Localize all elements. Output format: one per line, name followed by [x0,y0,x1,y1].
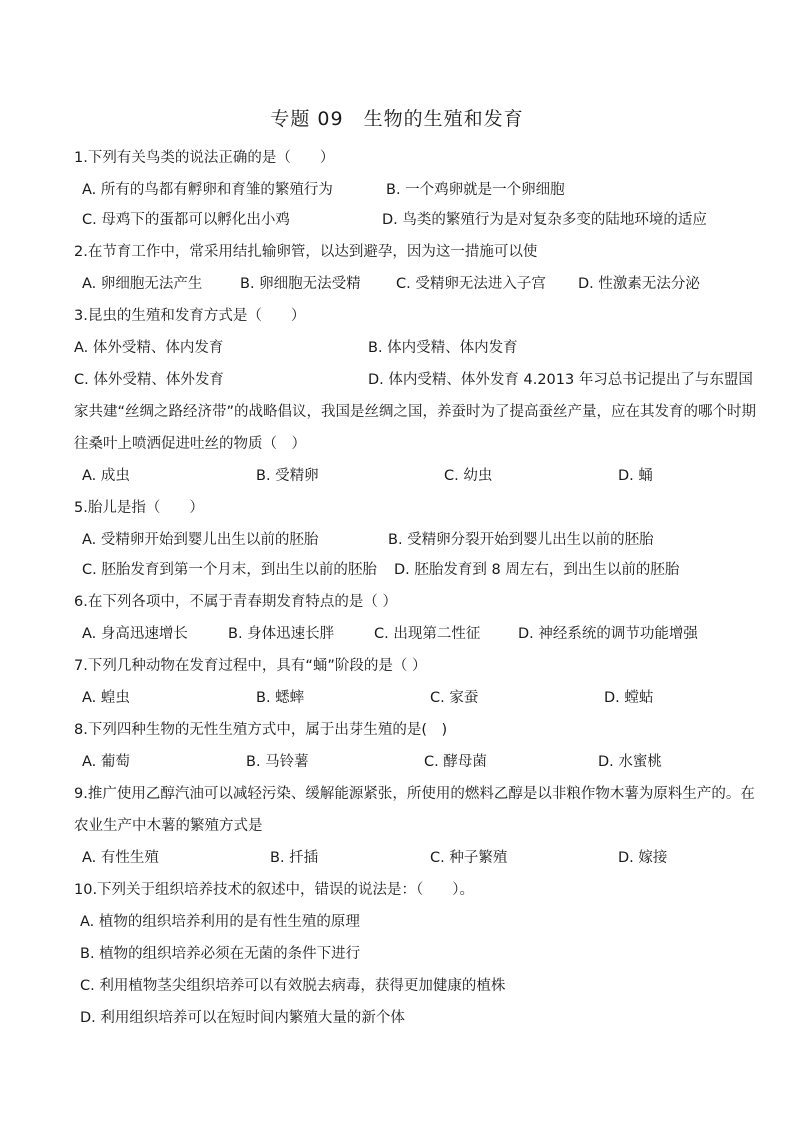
question-4-stem-line-2: 家共建“丝绸之路经济带”的战略倡议，我国是丝绸之国，养蚕时为了提高蚕丝产量，应在其发育的哪个时期 [74,404,757,420]
question-2-option-a: A. 卵细胞无法产生 [82,276,203,292]
question-2-option-d: D. 性激素无法分泌 [578,276,700,292]
question-10-option-c: C. 利用植物茎尖组织培养可以有效脱去病毒，获得更加健康的植株 [80,978,506,994]
question-5-option-a: A. 受精卵开始到婴儿出生以前的胚胎 [82,532,319,548]
question-5-option-b: B. 受精卵分裂开始到婴儿出生以前的胚胎 [388,532,654,548]
question-4-stem-line-3: 往桑叶上喷洒促进吐丝的物质（ ） [74,436,306,452]
question-8-option-a: A. 葡萄 [82,754,130,770]
question-10-stem: 10.下列关于组织培养技术的叙述中，错误的说法是：（ ）。 [74,882,475,898]
question-6-option-a: A. 身高迅速增长 [82,626,188,642]
question-1-stem: 1.下列有关鸟类的说法正确的是（ ） [74,150,335,166]
question-7-option-c: C. 家蚕 [430,690,479,706]
question-5-stem: 5.胎儿是指（ ） [74,500,204,516]
question-9-option-b: B. 扦插 [270,850,319,866]
question-4-option-c: C. 幼虫 [444,468,493,484]
question-5-option-d: D. 胚胎发育到 8 周左右，到出生以前的胚胎 [394,562,680,578]
question-6-option-d: D. 神经系统的调节功能增强 [518,626,698,642]
question-10-option-b: B. 植物的组织培养必须在无菌的条件下进行 [80,946,361,962]
question-1-option-c: C. 母鸡下的蛋都可以孵化出小鸡 [82,212,290,228]
question-3-option-a: A. 体外受精、体内发育 [74,340,224,356]
question-10-option-a: A. 植物的组织培养利用的是有性生殖的原理 [80,914,360,930]
question-2-option-b: B. 卵细胞无法受精 [240,276,361,292]
question-2-stem: 2.在节育工作中，常采用结扎输卵管，以达到避孕，因为这一措施可以使 [74,244,538,260]
question-2-option-c: C. 受精卵无法进入子宫 [396,276,546,292]
question-5-option-c: C. 胚胎发育到第一个月末，到出生以前的胚胎 [82,562,377,578]
question-8-stem: 8.下列四种生物的无性生殖方式中，属于出芽生殖的是( ) [74,722,448,738]
question-3-option-d-and-q4-stem: D. 体内受精、体外发育 4.2013 年习总书记提出了与东盟国 [368,372,753,388]
question-4-option-a: A. 成虫 [82,468,130,484]
question-7-option-b: B. 蟋蟀 [256,690,305,706]
page-title: 专题 09 生物的生殖和发育 [270,108,524,130]
question-8-option-d: D. 水蜜桃 [598,754,662,770]
question-9-stem-line-2: 农业生产中木薯的繁殖方式是 [74,818,263,834]
question-8-option-c: C. 酵母菌 [424,754,487,770]
question-9-option-c: C. 种子繁殖 [430,850,508,866]
question-1-option-b: B. 一个鸡卵就是一个卵细胞 [386,182,565,198]
question-9-option-d: D. 嫁接 [618,850,668,866]
question-7-option-d: D. 螳蛄 [604,690,654,706]
question-8-option-b: B. 马铃薯 [246,754,309,770]
question-3-option-b: B. 体内受精、体内发育 [368,340,518,356]
question-3-stem: 3.昆虫的生殖和发育方式是（ ） [74,308,306,324]
question-4-option-b: B. 受精卵 [256,468,319,484]
question-9-stem-line-1: 9.推广使用乙醇汽油可以减轻污染、缓解能源紧张，所使用的燃料乙醇是以非粮作物木薯为原料生产的。在 [74,786,755,802]
question-6-stem: 6.在下列各项中，不属于青春期发育特点的是（ ） [74,594,397,610]
question-7-option-a: A. 蝗虫 [82,690,130,706]
question-4-option-d: D. 蛹 [618,468,653,484]
question-6-option-b: B. 身体迅速长胖 [228,626,335,642]
question-1-option-d: D. 鸟类的繁殖行为是对复杂多变的陆地环境的适应 [382,212,707,228]
question-1-option-a: A. 所有的鸟都有孵卵和育雏的繁殖行为 [82,182,333,198]
question-9-option-a: A. 有性生殖 [82,850,159,866]
question-7-stem: 7.下列几种动物在发育过程中，具有“蛹”阶段的是（ ） [74,658,427,674]
question-10-option-d: D. 利用组织培养可以在短时间内繁殖大量的新个体 [80,1010,405,1026]
question-6-option-c: C. 出现第二性征 [374,626,481,642]
question-3-option-c: C. 体外受精、体外发育 [74,372,224,388]
